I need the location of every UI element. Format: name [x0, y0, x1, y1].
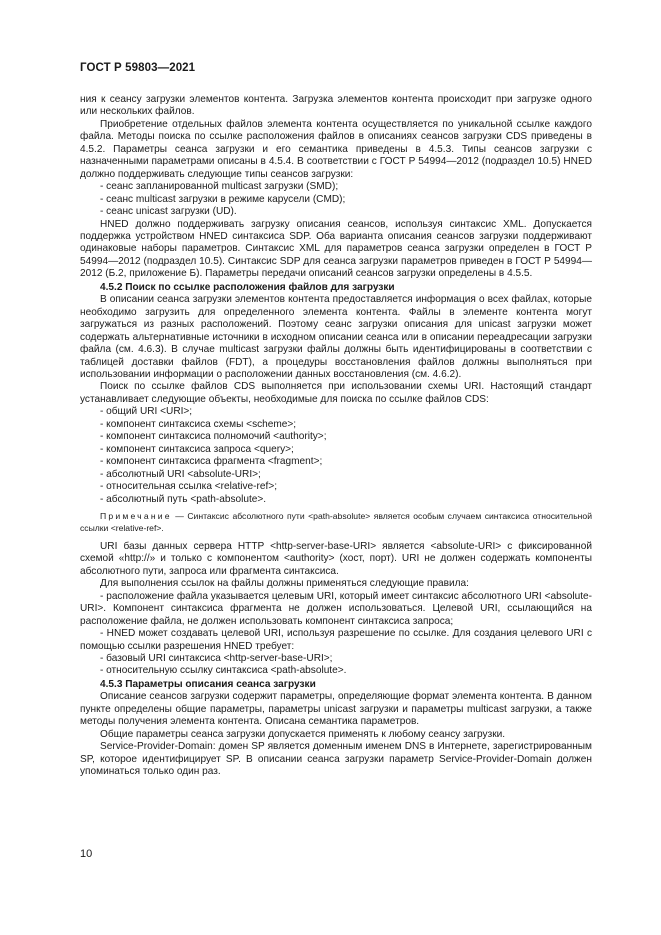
paragraph: URI базы данных сервера HTTP <http-server-base-URI> является <absolute-URI> с фиксированной схемой «http://» и только с компонентом <authority> (хост, порт). URI не должен содержать компоненты абсолютного пути, запроса или фрагмента синтаксиса.	[80, 540, 592, 577]
list-item: - компонент синтаксиса запроса <query>;	[100, 443, 294, 455]
list-item: - абсолютный URI <absolute-URI>;	[100, 468, 261, 480]
note-text: — Синтаксис абсолютного пути <path-absolute> является особым случаем синтаксиса относительной ссылки <relative-ref>.	[80, 510, 592, 533]
page-number: 10	[80, 848, 93, 860]
section-heading: 4.5.3 Параметры описания сеанса загрузки	[100, 678, 316, 690]
paragraph: Для выполнения ссылок на файлы должны применяться следующие правила:	[100, 578, 469, 590]
list-item: - общий URI <URI>;	[100, 406, 193, 418]
list-item: - сеанс unicast загрузки (UD).	[100, 206, 237, 218]
paragraph: Service-Provider-Domain: домен SP является доменным именем DNS в Интернете, зарегистрированным SP, которое идентифицирует SP. В описании сеанса загрузки параметр Service-Provider-Domain должен упоминаться только один раз.	[80, 741, 592, 778]
standard-header: ГОСТ Р 59803—2021	[80, 62, 196, 74]
list-item: - компонент синтаксиса фрагмента <fragment>;	[100, 456, 323, 468]
list-item: - абсолютный путь <path-absolute>.	[100, 493, 267, 505]
page-body	[80, 94, 592, 779]
paragraph: HNED должно поддерживать загрузку описания сеансов, используя синтаксис XML. Допускается поддержка устройством HNED синтаксиса SDP. Оба варианта описания сеансов загрузки поддерживают одинаковые наборы параметров. Синтаксис XML для параметров сеанса загрузки определен в ГОСТ Р 54994—2012 (подраздел 10.5). Синтаксис SDP для сеанса загрузки параметров приведен в ГОСТ Р 54994—2012 (Б.2, приложение Б). Параметры передачи описаний сеансов загрузки определены в 4.5.5.	[80, 218, 592, 280]
note-label: Примечание	[100, 510, 172, 521]
list-item: - относительная ссылка <relative-ref>;	[100, 481, 278, 493]
paragraph: ния к сеансу загрузки элементов контента. Загрузка элементов контента происходит при загрузке одного или нескольких файлов.	[80, 94, 592, 118]
list-item: - сеанс запланированной multicast загрузки (SMD);	[100, 181, 339, 193]
list-item: - компонент синтаксиса схемы <scheme>;	[100, 418, 297, 430]
list-item: - сеанс multicast загрузки в режиме карусели (CMD);	[100, 193, 346, 205]
list-item: - относительную ссылку синтаксиса <path-absolute>.	[100, 665, 347, 677]
paragraph: Приобретение отдельных файлов элемента контента осуществляется по уникальной ссылке каждого файла. Методы поиска по ссылке расположения файлов в описаниях сеансов загрузки CDS приведены в 4.5.2. Параметры сеанса загрузки и его семантика приведены в 4.5.3. Типы сеансов загрузки с назначенными параметрами описаны в 4.5.4. В соответствии с ГОСТ Р 54994—2012 (подраздел 10.5) HNED должно поддерживать следующие типы сеансов загрузки:	[80, 118, 592, 180]
list-item: - базовый URI синтаксиса <http-server-base-URI>;	[100, 653, 333, 665]
paragraph: Поиск по ссылке файлов CDS выполняется при использовании схемы URI. Настоящий стандарт устанавливает следующие объекты, необходимые для поиска по ссылке файлов CDS:	[80, 381, 592, 405]
list-item: - компонент синтаксиса полномочий <authority>;	[100, 431, 327, 443]
paragraph: - расположение файла указывается целевым URI, который имеет синтаксис абсолютного URI <absolute-URI>. Компонент синтаксиса фрагмента не должен использоваться. Целевой URI, ссылающийся на расположение файла, не должен использовать компонент синтаксиса запроса;	[80, 590, 592, 627]
paragraph: Общие параметры сеанса загрузки допускается применять к любому сеансу загрузки.	[100, 728, 506, 740]
paragraph: Описание сеансов загрузки содержит параметры, определяющие формат элемента контента. В данном пункте определены общие параметры, параметры unicast загрузки и параметры multicast загрузки, а также методы получения элемента контента. Описана семантика параметров.	[80, 691, 592, 728]
section-heading: 4.5.2 Поиск по ссылке расположения файлов для загрузки	[100, 281, 395, 293]
paragraph: - HNED может создавать целевой URI, используя разрешение по ссылке. Для создания целевого URI с помощью ссылки разрешения HNED требует:	[80, 628, 592, 652]
paragraph: В описании сеанса загрузки элементов контента предоставляется информация о всех файлах, которые необходимо загрузить для определенного элемента контента. Файлы в элементе контента могут загружаться из разных расположений. Поэтому сеанс загрузки описания для unicast загрузки может содержать альтернативные источники в исходном описании сеанса или в описании переадресации загрузки файла (см. 4.6.3). В случае multicast загрузки файлы должны быть идентифицированы в соответствии с таблицей доставки файлов (FDT), а процедуры восстановления файлов должны выполняться при использовании информации о расположении данных восстановления (см. 4.6.2).	[80, 294, 592, 380]
note	[80, 510, 592, 534]
